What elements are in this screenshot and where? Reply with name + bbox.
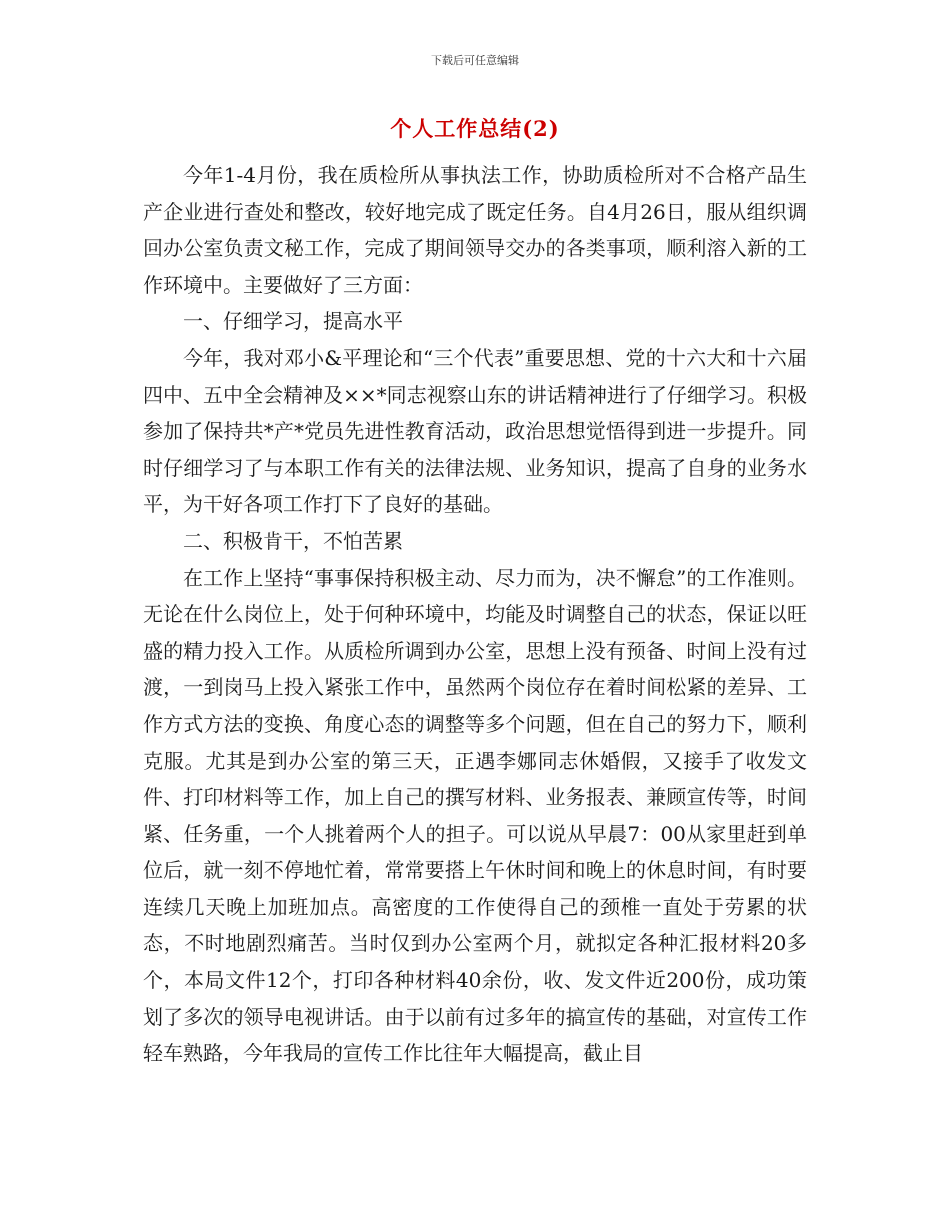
section-heading-1: 一、仔细学习，提高水平 <box>183 309 403 334</box>
paragraph-study: 今年，我对邓小&平理论和“三个代表”重要思想、党的十六大和十六届四中、五中全会精神及××*同志视察山东的讲话精神进行了仔细学习。积极参加了保持共*产*党员先进性教育活动，政治思想觉悟得到进一步提升。同时仔细学习了与本职工作有关的法律法规、业务知识，提高了自身的业务水平，为干好各项工作打下了良好的基础。 <box>143 345 807 517</box>
page-header-note: 下载后可任意编辑 <box>431 54 519 67</box>
section-heading-2: 二、积极肯干，不怕苦累 <box>183 528 403 553</box>
document-title: 个人工作总结(2) <box>390 116 560 141</box>
paragraph-work: 在工作上坚持“事事保持积极主动、尽力而为，决不懈怠”的工作准则。无论在什么岗位上，处于何种环境中，均能及时调整自己的状态，保证以旺盛的精力投入工作。从质检所调到办公室，思想上没有预备、时间上没有过渡，一到岗马上投入紧张工作中，虽然两个岗位存在着时间松紧的差异、工作方式方法的变换、角度心态的调整等多个问题，但在自己的努力下，顺利克服。尤其是到办公室的第三天，正遇李娜同志休婚假，又接手了收发文件、打印材料等工作，加上自己的撰写材料、业务报表、兼顾宣传等，时间紧、任务重，一个人挑着两个人的担子。可以说从早晨7：00从家里赶到单位后，就一刻不停地忙着，常常要搭上午休时间和晚上的休息时间，有时要连续几天晚上加班加点。高密度的工作使得自己的颈椎一直处于劳累的状态，不时地剧烈痛苦。当时仅到办公室两个月，就拟定各种汇报材料20多个，本局文件12个，打印各种材料40余份，收、发文件近200份，成功策划了多次的领导电视讲话。由于以前有过多年的搞宣传的基础，对宣传工作轻车熟路，今年我局的宣传工作比往年大幅提高，截止目 <box>143 565 807 1066</box>
paragraph-intro: 今年1-4月份，我在质检所从事执法工作，协助质检所对不合格产品生产企业进行查处和整改，较好地完成了既定任务。自4月26日，服从组织调回办公室负责文秘工作，完成了期间领导交办的各类事项，顺利溶入新的工作环境中。主要做好了三方面： <box>143 163 807 297</box>
document-body <box>143 157 807 1072</box>
